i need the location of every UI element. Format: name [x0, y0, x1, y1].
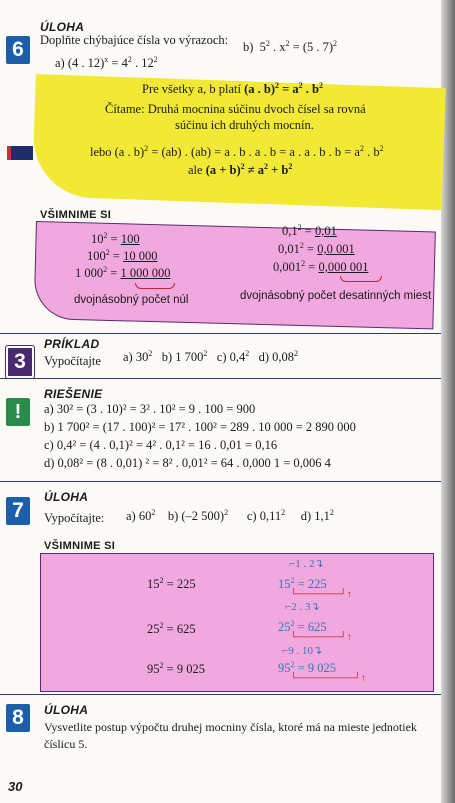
- task6-part-a: a) (4 . $12)^x = 4^2$ . $12^2$: [55, 55, 158, 70]
- rule-reading: Čítame: Druhá mocnina súčinu dvoch čísel sa rovná: [105, 102, 366, 116]
- example-number-badge: 3: [6, 346, 34, 378]
- exclamation-icon: !: [6, 398, 30, 426]
- solution-line: d) 0,08² = (8 . 0,01) ² = 8² . 0,01² = 64 . 0,000 1 = 0,006 4: [44, 456, 331, 470]
- solution-line: b) 1 700² = (17 . 100)² = 17² . 100² = 289 . 10 000 = 2 890 000: [44, 420, 356, 434]
- divider: [0, 333, 441, 334]
- task6-part-b: b) $5^2$ . $x^2 = (5$ . 7)$^2$: [243, 39, 338, 54]
- notice-right-caption: dvojnásobný počet desatinných miest: [240, 290, 432, 302]
- divider: [0, 481, 441, 482]
- hint-expression: $15^2 = 225$: [278, 576, 327, 591]
- arrow-icon: └──────┘↑: [290, 589, 352, 600]
- solution-line: a) 30² = (3 . 10)² = 3² . 10² = 9 . 100 = 900: [44, 402, 256, 416]
- task-instruction: Doplňte chýbajúce čísla vo výrazoch:: [40, 33, 229, 47]
- arrow-icon: └────────┘↑: [290, 673, 366, 684]
- task-instruction-cont: číslicu 5.: [44, 737, 88, 751]
- notice-left-caption: dvojnásobný počet núl: [74, 294, 189, 306]
- notice-left-row: $10^2 = 100$: [91, 231, 140, 246]
- hint-expression: $95^2 = 9$ 025: [278, 660, 336, 675]
- example-items: a) $30^2$ b) 1 $700^2$ c) $0,4^2$ d) 0,08$^2$: [123, 349, 299, 364]
- notice-heading: VŠIMNIME SI: [40, 209, 112, 221]
- hint-expression: $25^2 = 625$: [278, 619, 327, 634]
- flag-icon: [7, 146, 33, 160]
- task-instruction: Vysvetlite postup výpočtu druhej mocniny čísla, ktoré má na mieste jednotiek: [44, 720, 417, 734]
- task-number-badge: 8: [6, 704, 30, 732]
- notice-box: [40, 553, 434, 692]
- rule-statement: Pre všetky a, b platí (a . $b)^2 = a^2$ . $b^2$: [142, 81, 323, 96]
- task-heading: ÚLOHA: [44, 490, 89, 504]
- task-heading: ÚLOHA: [40, 20, 85, 34]
- task-number-badge: 6: [6, 36, 30, 64]
- notice2-row: $15^2 = 225$: [147, 576, 196, 591]
- task-number-badge: 7: [6, 497, 30, 525]
- rule-counterexample: ale $(a + b)^2 \ne a^2 + b^2$: [188, 162, 293, 177]
- bracket-icon: [135, 283, 175, 289]
- task-instruction: Vypočítajte:: [44, 511, 105, 525]
- hint-label: ⌐9 . 10↴: [282, 645, 323, 657]
- notice-heading: VŠIMNIME SI: [44, 540, 116, 552]
- rule-reading-cont: súčinu ich druhých mocnín.: [175, 118, 314, 132]
- notice-right-row: $0,1^2 = 0,01$: [282, 223, 337, 238]
- example-instruction: Vypočítajte: [44, 354, 101, 368]
- bracket-icon: [340, 276, 382, 282]
- divider: [0, 378, 441, 379]
- notice-right-row: $0,01^2 = 0,0$ 001: [278, 241, 355, 256]
- hint-label: ⌐1 . 2↴: [289, 558, 324, 570]
- notice2-row: $95^2 = 9$ 025: [147, 661, 205, 676]
- solution-heading: RIEŠENIE: [44, 387, 103, 401]
- divider: [0, 694, 441, 695]
- arrow-icon: └──────┘↑: [290, 632, 352, 643]
- hint-label: ⌐2 . 3↴: [285, 601, 320, 613]
- notice-right-row: $0,001^2 = 0,000$ 001: [273, 259, 369, 274]
- page-number: 30: [8, 779, 23, 794]
- rule-proof: lebo (a . b)$^2$ = (ab) . (ab) = a . b . a . b = a . a . b . $b = a^2$ . $b^2$: [90, 144, 384, 159]
- notice-left-row: 1 $000^2 = 1$ 000 000: [75, 265, 171, 280]
- task7-items: a) $60^2$ b) (–2 500)$^2$ c) 0,11$^2$ d) $1,1^2$: [126, 508, 334, 523]
- task-heading: ÚLOHA: [44, 703, 89, 717]
- example-heading: PRÍKLAD: [44, 337, 100, 351]
- solution-line: c) 0,4² = (4 . 0,1)² = 4² . 0,1² = 16 . 0,01 = 0,16: [44, 438, 278, 452]
- notice-left-row: $100^2 = 10$ 000: [87, 248, 158, 263]
- notice2-row: $25^2 = 625$: [147, 621, 196, 636]
